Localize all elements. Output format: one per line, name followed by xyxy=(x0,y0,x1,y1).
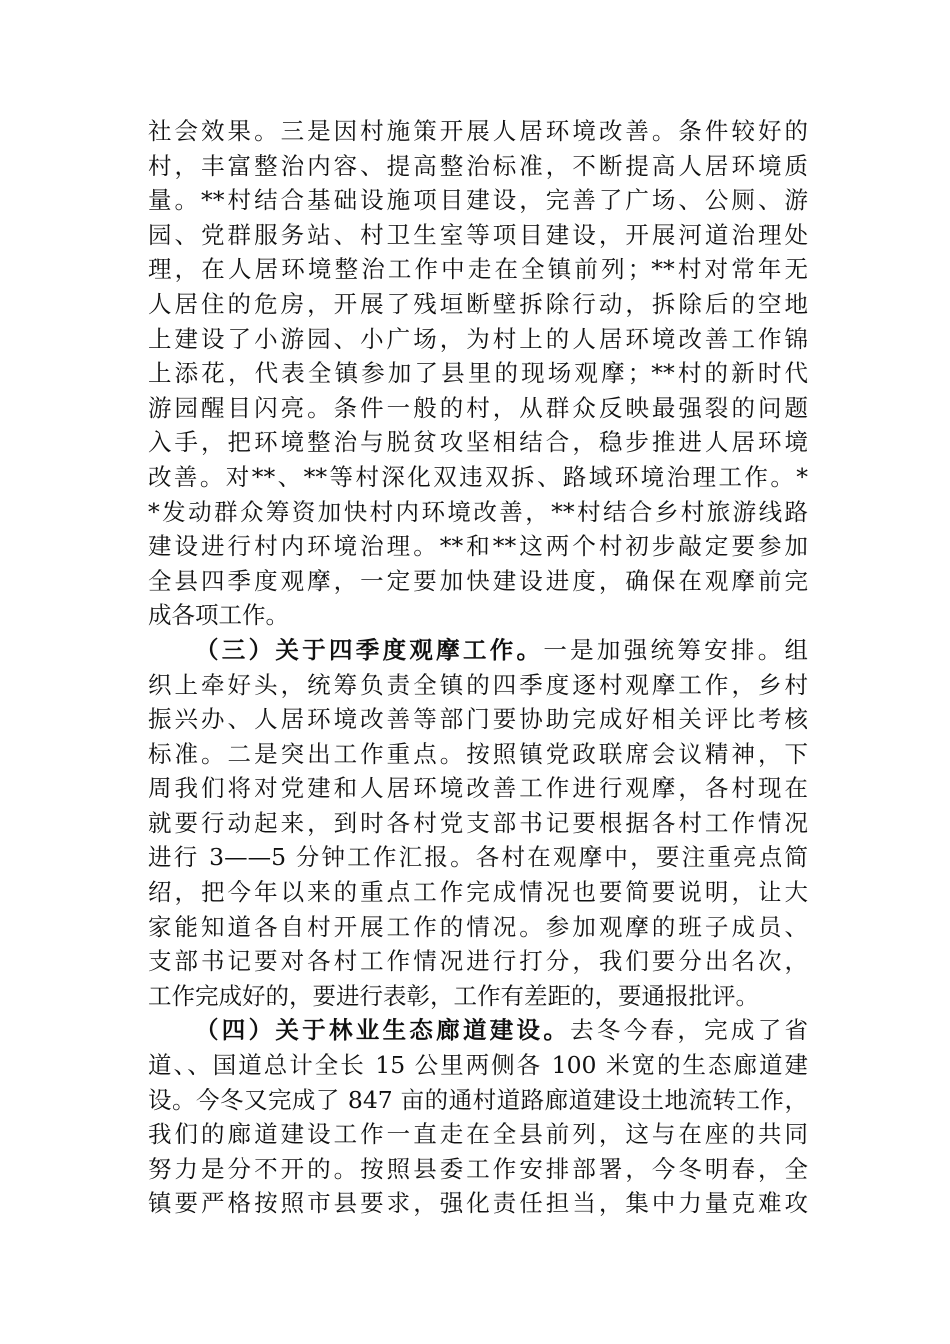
text-line: 家能知道各自村开展工作的情况。参加观摩的班子成员、 xyxy=(148,912,808,941)
text-line: 设。今冬又完成了 847 亩的通村道路廊道建设土地流转工作， xyxy=(148,1085,808,1114)
text-line: 成各项工作。 xyxy=(148,601,289,630)
text-line: *发动群众筹资加快村内环境改善，**村结合乡村旅游线路 xyxy=(148,497,808,526)
text-line: 改善。对**、**等村深化双违双拆、路域环境治理工作。* xyxy=(148,462,808,491)
text-line: 园、党群服务站、村卫生室等项目建设，开展河道治理处 xyxy=(148,220,808,249)
text-line: 人居住的危房，开展了残垣断壁拆除行动，拆除后的空地 xyxy=(148,289,808,318)
text-line: 就要行动起来，到时各村党支部书记要根据各村工作情况 xyxy=(148,808,808,837)
text-line: 绍，把今年以来的重点工作完成情况也要简要说明，让大 xyxy=(148,878,808,907)
text-line: 镇要严格按照市县要求，强化责任担当，集中力量克难攻 xyxy=(148,1189,808,1218)
body-text xyxy=(148,114,808,1221)
text-line: 工作完成好的，要进行表彰，工作有差距的，要通报批评。 xyxy=(148,981,759,1010)
text-line: 支部书记要对各村工作情况进行打分，我们要分出名次， xyxy=(148,947,808,976)
text-line: 织上牵好头，统筹负责全镇的四季度逐村观摩工作，乡村 xyxy=(148,670,808,699)
text-line: 周我们将对党建和人居环境改善工作进行观摩，各村现在 xyxy=(148,774,808,803)
text-line: 进行 3——5 分钟工作汇报。各村在观摩中，要注重亮点简 xyxy=(148,843,808,872)
text-line: 努力是分不开的。按照县委工作安排部署，今冬明春，全 xyxy=(148,1154,808,1183)
text-line: 全县四季度观摩，一定要加快建设进度，确保在观摩前完 xyxy=(148,566,808,595)
text-line: 村，丰富整治内容、提高整治标准，不断提高人居环境质 xyxy=(148,151,808,180)
text-line: 振兴办、人居环境改善等部门要协助完成好相关评比考核 xyxy=(148,705,808,734)
text-line: 上添花，代表全镇参加了县里的现场观摩；**村的新时代 xyxy=(148,359,808,388)
text-line: 游园醒目闪亮。条件一般的村，从群众反映最强裂的问题 xyxy=(148,393,808,422)
section-heading-line xyxy=(148,1013,808,1048)
text-line: 入手，把环境整治与脱贫攻坚相结合，稳步推进人居环境 xyxy=(148,428,808,457)
text-line: 社会效果。三是因村施策开展人居环境改善。条件较好的 xyxy=(148,117,808,145)
text-line: 建设进行村内环境治理。**和**这两个村初步敲定要参加 xyxy=(148,532,808,561)
text-line: 理，在人居环境整治工作中走在全镇前列；**村对常年无 xyxy=(148,255,808,284)
text-line: 我们的廊道建设工作一直走在全县前列，这与在座的共同 xyxy=(148,1120,808,1149)
section-heading-4: （四）关于林业生态廊道建设。 xyxy=(195,1016,571,1045)
text-line: 量。**村结合基础设施项目建设，完善了广场、公厕、游 xyxy=(148,186,808,215)
text-line: 去冬今春，完成了省 xyxy=(570,1016,809,1045)
text-line: 上建设了小游园、小广场，为村上的人居环境改善工作锦 xyxy=(148,324,808,353)
section-heading-3: （三）关于四季度观摩工作。 xyxy=(195,635,544,664)
text-line: 道、、国道总计全长 15 公里两侧各 100 米宽的生态廊道建 xyxy=(148,1051,808,1080)
text-line: 一是加强统筹安排。组 xyxy=(543,635,809,664)
text-line: 标准。二是突出工作重点。按照镇党政联席会议精神，下 xyxy=(148,739,808,768)
section-heading-line xyxy=(148,633,808,668)
